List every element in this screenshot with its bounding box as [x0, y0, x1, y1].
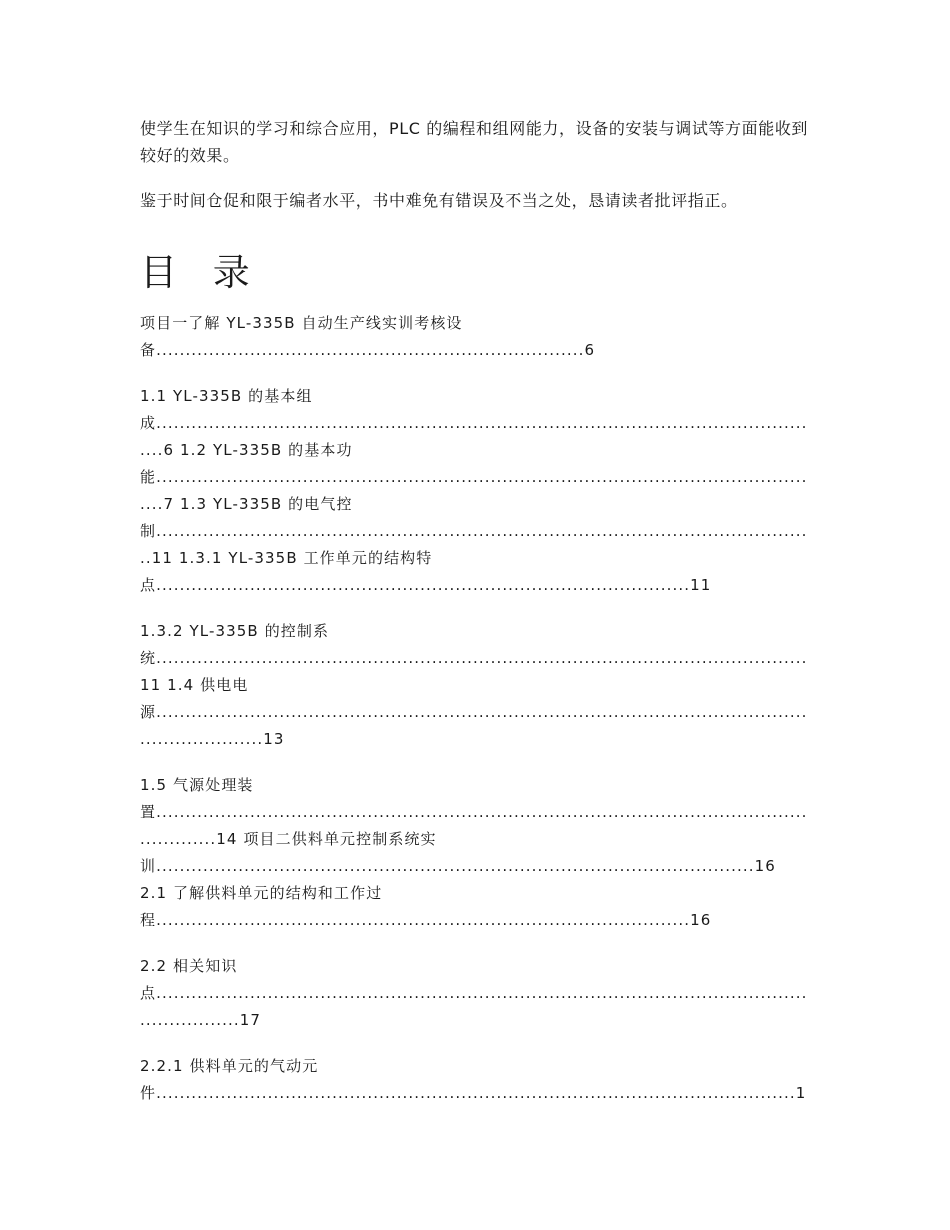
toc-line: 置...............................................................................................................: [140, 803, 808, 821]
toc-line: 点...........................................................................................11: [140, 576, 712, 594]
toc-line: 能...............................................................................................................: [140, 468, 808, 486]
toc-line: 制...............................................................................................................: [140, 522, 808, 540]
toc-title: 目 录: [140, 251, 262, 294]
toc-line: .................17: [140, 1011, 262, 1029]
toc-line: 1.3.2 YL-335B 的控制系: [140, 622, 330, 640]
intro-paragraph-2: 鉴于时间仓促和限于编者水平，书中难免有错误及不当之处，恳请读者批评指正。: [140, 191, 738, 210]
toc-line: .....................13: [140, 730, 285, 748]
toc-line: ....7 1.3 YL-335B 的电气控: [140, 495, 353, 513]
toc-line: ....6 1.2 YL-335B 的基本功: [140, 441, 353, 459]
toc-line: 成...............................................................................................................: [140, 414, 808, 432]
toc-line: .............14 项目二供料单元控制系统实: [140, 830, 437, 848]
toc-line: 程...........................................................................................16: [140, 911, 712, 929]
toc-line: 2.2 相关知识: [140, 957, 238, 975]
toc-line: 2.2.1 供料单元的气动元: [140, 1057, 319, 1075]
toc-line: 1.1 YL-335B 的基本组: [140, 387, 313, 405]
toc-line: 训......................................................................................................16: [140, 857, 776, 875]
toc-line: 1.5 气源处理装: [140, 776, 254, 794]
toc-line: ..11 1.3.1 YL-335B 工作单元的结构特: [140, 549, 433, 567]
toc-line: 源...............................................................................................................: [140, 703, 808, 721]
toc-line: 统...............................................................................................................: [140, 649, 808, 667]
toc-line: 备.........................................................................6: [140, 341, 596, 359]
toc-line: 2.1 了解供料单元的结构和工作过: [140, 884, 383, 902]
intro-paragraph-1: 使学生在知识的学习和综合应用，PLC 的编程和组网能力，设备的安装与调试等方面能收到较好的效果。: [140, 119, 809, 165]
toc-line: 件.............................................................................................................1: [140, 1084, 807, 1102]
toc-line: 11 1.4 供电电: [140, 676, 249, 694]
toc-line: 点...............................................................................................................: [140, 984, 808, 1002]
toc-line: 项目一了解 YL-335B 自动生产线实训考核设: [140, 314, 463, 332]
